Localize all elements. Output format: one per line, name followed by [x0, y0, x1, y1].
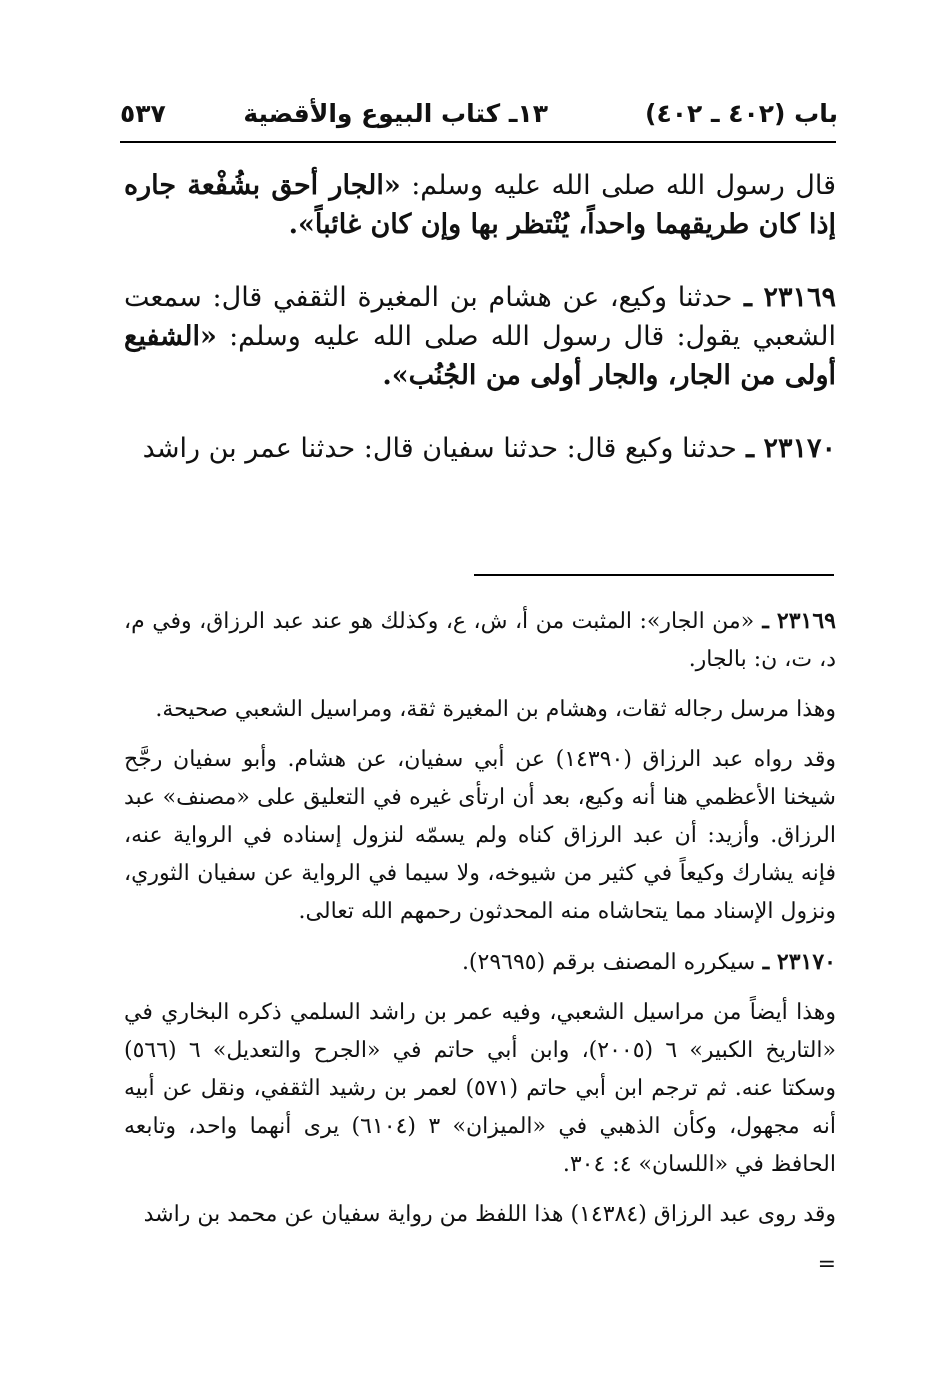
continuation-mark: =: [817, 1252, 836, 1277]
footnote-separator: [474, 574, 834, 576]
footnote-4: [124, 943, 836, 982]
footnote-1: [124, 602, 836, 679]
paragraph-1: [124, 166, 836, 244]
paragraph-1-hadith: «الجار أحق بشُفْعة جاره إذا كان طريقهما واحداً، يُنْتظر بها وإن كان غائباً».: [124, 170, 836, 240]
paragraph-2-hadith: «الشفيع أولى من الجار، والجار أولى من الجُنُب».: [124, 321, 836, 391]
chapter-title: باب (٤٠٢ ـ ٤٠٢): [645, 99, 838, 128]
page-header: [120, 92, 838, 136]
page-number: ٥٣٧: [120, 99, 166, 128]
paragraph-1-text: قال رسول الله صلى الله عليه وسلم:: [400, 170, 836, 201]
book-title: ١٣ـ كتاب البيوع والأقضية: [243, 99, 548, 128]
paragraph-3-text: حدثنا وكيع قال: حدثنا سفيان قال: حدثنا عمر بن راشد: [142, 433, 737, 464]
footnote-1-number: ٢٣١٦٩ ـ: [754, 608, 836, 634]
header-rule: [120, 141, 836, 143]
footnote-3: وقد رواه عبد الرزاق (١٤٣٩٠) عن أبي سفيان، عن هشام. وأبو سفيان رجَّح شيخنا الأعظمي هنا أنه وكيع، بعد أن ارتأى غيره في التعليق على «مصنف» عبد الرزاق. وأزيد: أن عبد الرزاق كناه ولم يسمّه لنزول إسناده في الرواية عنه، فإنه يشارك وكيعاً في كثير من شيوخه، ولا سيما في الرواية عن سفيان الثوري، ونزول الإسناد مما يتحاشاه منه المحدثون رحمهم الله تعالى.: [124, 747, 836, 924]
footnote-4-text: سيكرره المصنف برقم (٢٩٦٩٥).: [461, 950, 756, 975]
footnote-6: وقد روى عبد الرزاق (١٤٣٨٤) هذا اللفظ من رواية سفيان عن محمد بن راشد: [143, 1202, 836, 1227]
paragraph-2-text: حدثنا وكيع، عن هشام بن المغيرة الثقفي قال: سمعت الشعبي يقول: قال رسول الله صلى الله عليه وسلم:: [124, 282, 836, 352]
footnote-4-number: ٢٣١٧٠ ـ: [755, 949, 836, 975]
main-text: [124, 166, 836, 502]
footnotes: [124, 602, 836, 1296]
footnote-1-text: «من الجار»: المثبت من أ، ش، ع، وكذلك هو عند عبد الرزاق، وفي م، د، ت، ن: بالجار.: [124, 609, 836, 672]
footnote-2: وهذا مرسل رجاله ثقات، وهشام بن المغيرة ثقة، ومراسيل الشعبي صحيحة.: [155, 697, 836, 722]
footnote-5: وهذا أيضاً من مراسيل الشعبي، وفيه عمر بن راشد السلمي ذكره البخاري في «التاريخ الكبير» ٦ (٢٠٠٥)، وابن أبي حاتم في «الجرح والتعديل» ٦ (٥٦٦) وسكتا عنه. ثم ترجم ابن أبي حاتم (٥٧١) لعمر بن رشيد الثقفي، ونقل عن أبيه أنه مجهول، وكأن الذهبي في «الميزان» ٣ (٦١٠٤) يرى أنهما واحد، وتابعه الحافظ في «اللسان» ٤: ٣٠٤.: [124, 1000, 836, 1177]
paragraph-3: [124, 429, 836, 468]
hadith-number-23170: ٢٣١٧٠ ـ: [736, 433, 836, 464]
paragraph-2: [124, 278, 836, 395]
hadith-number-23169: ٢٣١٦٩ ـ: [732, 282, 836, 313]
